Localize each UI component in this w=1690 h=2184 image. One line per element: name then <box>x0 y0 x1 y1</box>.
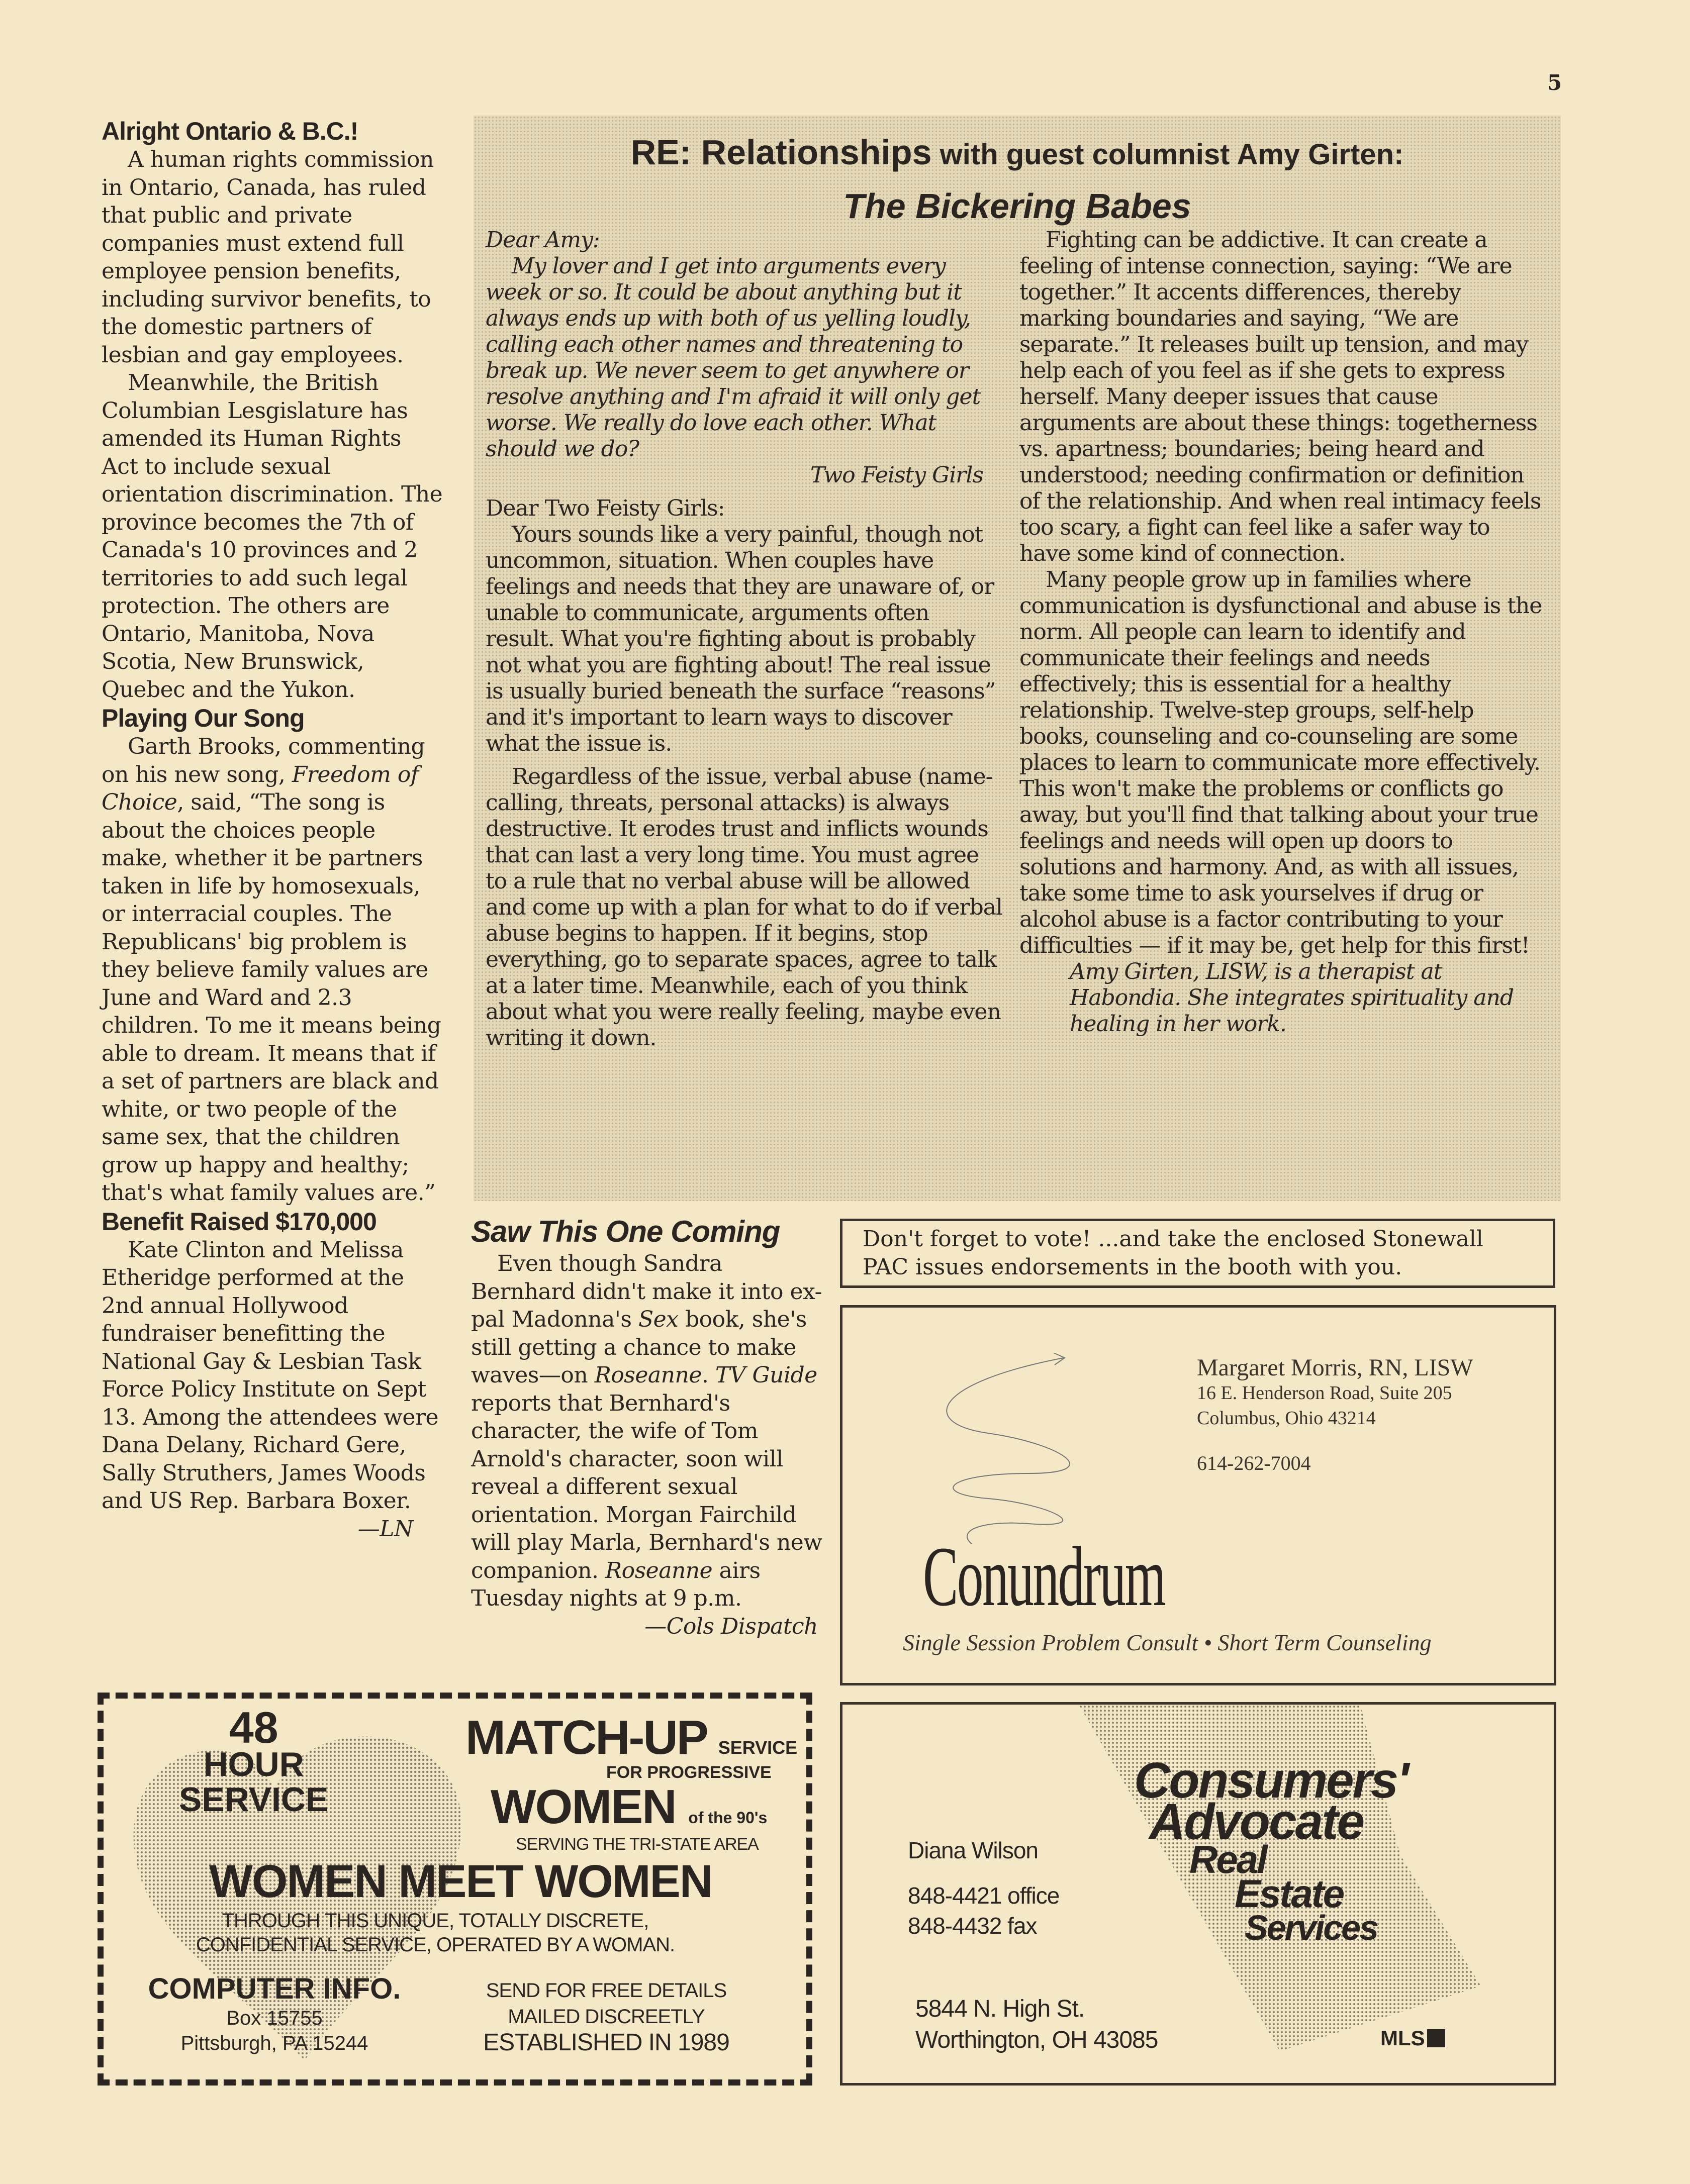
brand-text: MATCH-UP <box>465 1711 707 1764</box>
therapist-name: Margaret Morris, RN, LISW <box>1197 1354 1473 1381</box>
for-progressive: FOR PROGRESSIVE <box>606 1763 772 1782</box>
article-paragraph: Kate Clinton and Melissa Etheridge performed at the 2nd annual Hollywood fundraiser benefitting the National Gay & Lesbian Task Force Policy Institute on Sept 13. Among the attendees were Dana Delany, Richard Gere, Sally Struthers, James Woods and US Rep. Barbara Boxer. <box>102 1237 439 1514</box>
conundrum-logo: Conundrum <box>923 1529 1165 1624</box>
reply-salutation: Dear Two Feisty Girls: <box>486 495 725 521</box>
subheadline <box>184 1909 687 1957</box>
advice-column-right <box>1019 227 1542 1037</box>
office-phone: 848-4421 office <box>908 1882 1060 1909</box>
tri-state: SERVING THE TRI-STATE AREA <box>516 1835 759 1854</box>
agency-address <box>915 1994 1158 2056</box>
article-paragraph <box>102 733 443 1207</box>
vote-notice-box <box>840 1219 1555 1288</box>
title-sub: with guest columnist Amy Girten: <box>931 138 1404 171</box>
column-title <box>474 127 1561 232</box>
text-segment: , said, “The song is about the choices people make, whether it be partners taken in life by homosexuals, or interracial couples. The Republicans' big problem is they believe family values are June and Ward and 2.3 children. To me it means being able to dream. It means that if a set of partners are black and white, or two people of the same sex, that the children grow up happy and healthy; that's what family values are.” <box>102 789 441 1206</box>
headline-ontario-bc: Alright Ontario & B.C.! <box>102 117 358 145</box>
magazine-title: TV Guide <box>715 1362 817 1388</box>
article-paragraph: A human rights commission in Ontario, Canada, has ruled that public and private companies must extend full employee pension benefits, including survivor benefits, to the domestic partners of lesbian and gay employees. <box>102 147 434 368</box>
matchup-service-ad <box>98 1693 812 2086</box>
text-segment: Even though Sandra Bernhard didn't make it into ex-pal Madonna's <box>471 1251 822 1332</box>
headline-women-meet-women: WOMEN MEET WOMEN <box>209 1856 712 1907</box>
sub-line: THROUGH THIS UNIQUE, TOTALLY DISCRETE, <box>222 1910 649 1932</box>
city: Pittsburgh, PA 15244 <box>180 2032 368 2054</box>
sub-line: CONFIDENTIAL SERVICE, OPERATED BY A WOMAN. <box>196 1934 675 1956</box>
contact-block <box>1197 1355 1473 1476</box>
po-box: Box 15755 <box>226 2007 323 2029</box>
page-number: 5 <box>1547 70 1562 95</box>
letter-body: My lover and I get into arguments every week or so. It could be about anything but it always ends up with both of us yelling loudly, calling each other names and threatening to break up. We never seem to get anywhere or resolve anything and I'm afraid it will only get worse. We really do love each other. What should we do? <box>486 253 981 462</box>
title-main: RE: Relationships <box>630 133 932 172</box>
consumers-logo <box>1134 1752 1407 1947</box>
brand-service: SERVICE <box>718 1737 798 1758</box>
mls-text: MLS <box>1380 2026 1425 2050</box>
reply-paragraph: Many people grow up in families where communication is dysfunctional and abuse is the norm. All people can learn to identify and communicate their feelings and needs effectively; this is essential for a healthy relationship. Twelve-step groups, self-help books, counseling and co-counseling are some places to learn to communicate more effectively. This won't make the problems or conflicts go away, but you'll find that talking about your true feelings and needs will open up doors to solutions and harmony. And, as with all issues, take some time to ask yourselves if drug or alcohol abuse is a factor contributing to your difficulties — if it may be, get help for this first! <box>1019 567 1542 958</box>
hours-label: HOUR <box>203 1745 304 1783</box>
logo-text: Estate <box>1235 1871 1344 1916</box>
byline: —Cols Dispatch <box>644 1613 818 1639</box>
established: ESTABLISHED IN 1989 <box>483 2029 729 2056</box>
text-segment: book, she's still getting a chance to make waves—on <box>471 1307 807 1388</box>
spiral-arrow-icon <box>928 1353 1139 1544</box>
letter-signature: Two Feisty Girls <box>810 462 983 488</box>
show-title: Roseanne <box>605 1557 713 1583</box>
headline-saw-this-one-coming: Saw This One Coming <box>471 1215 780 1248</box>
logo-text: Consumers' <box>1134 1752 1407 1809</box>
address-line: Columbus, Ohio 43214 <box>1197 1408 1376 1429</box>
book-title: Sex <box>638 1307 679 1332</box>
reply-paragraph: Yours sounds like a very painful, though not uncommon, situation. When couples have feelings and needs that they are unaware of, or unable to communicate, arguments often result. What you're fighting about is probably not what you are fighting about! The real issue is usually buried beneath the surface “reasons” and it's important to learn ways to discover what the issue is. <box>486 522 996 756</box>
hours-number: 48 <box>229 1703 278 1752</box>
mls-logo <box>1380 2026 1445 2050</box>
fax-number: 848-4432 fax <box>908 1913 1037 1939</box>
text-segment: Garth Brooks, commenting on his new song, <box>102 734 425 787</box>
logo-text: Services <box>1245 1908 1378 1947</box>
women-text <box>491 1780 768 1842</box>
article-paragraph <box>471 1250 823 1613</box>
company-name: COMPUTER INFO. <box>148 1972 401 2005</box>
48-hour-service <box>179 1703 329 1819</box>
headline-benefit-raised: Benefit Raised $170,000 <box>102 1207 377 1236</box>
phone-number: 614-262-7004 <box>1197 1452 1311 1474</box>
byline: —LN <box>357 1516 413 1542</box>
address-line: 16 E. Henderson Road, Suite 205 <box>1197 1382 1452 1404</box>
advice-column-middle <box>486 227 1003 1051</box>
agent-name: Diana Wilson <box>908 1837 1038 1863</box>
vote-notice-text: Don't forget to vote! ...and take the enclosed Stonewall PAC issues endorsements in the booth with you. <box>863 1226 1483 1280</box>
text-segment: reports that Bernhard's character, the wife of Tom Arnold's character, soon will reveal a different sexual orientation. Morgan Fairchild will play Marla, Bernhard's new companion. <box>471 1390 822 1583</box>
realtor-icon <box>1427 2029 1445 2047</box>
advice-column-box <box>474 116 1561 1201</box>
letter-salutation: Dear Amy: <box>486 227 600 253</box>
address-line: 5844 N. High St. <box>915 1996 1085 2022</box>
tagline: Single Session Problem Consult • Short Term Counseling <box>903 1630 1432 1655</box>
song-title: Freedom of Choice <box>102 761 419 815</box>
conundrum-ad <box>840 1305 1556 1685</box>
send-line: MAILED DISCREETLY <box>508 2006 705 2028</box>
show-title: Roseanne <box>594 1362 702 1388</box>
author-bio: Amy Girten, LISW, is a therapist at Habondia. She integrates spirituality and healing in her work. <box>1070 959 1514 1037</box>
title-line2: The Bickering Babes <box>843 186 1191 226</box>
logo-text: Real <box>1189 1837 1266 1881</box>
saw-this-one-coming-article <box>471 1214 823 1640</box>
service-label: SERVICE <box>179 1780 329 1819</box>
left-news-column <box>102 117 443 1543</box>
text-segment: airs Tuesday nights at 9 p.m. <box>471 1557 761 1611</box>
of-the-90s: of the 90's <box>688 1809 768 1827</box>
reply-paragraph: Regardless of the issue, verbal abuse (name-calling, threats, personal attacks) is always destructive. It erodes trust and inflicts wounds that can last a very long time. You must agree to a rule that no verbal abuse will be allowed and come up with a plan for what to do if verbal abuse begins to happen. If it begins, stop everything, go to separate spaces, agree to talk at a later time. Meanwhile, each of you think about what you were really feeling, maybe even writing it down. <box>486 764 1003 1051</box>
logo-text: Advocate <box>1149 1794 1364 1850</box>
send-line: SEND FOR FREE DETAILS <box>486 1979 727 2002</box>
reply-paragraph: Fighting can be addictive. It can create a feeling of intense connection, saying: “We are together.” It accents differences, thereby marking boundaries and saying, “We are separate.” It releases built up tension, and may help each of you feel as if she gets to express herself. Many deeper issues that cause arguments are about these things: togetherness vs. apartness; boundaries; being heard and understood; needing confirmation or definition of the relationship. And when real intimacy feels too scary, a fight can feel like a safer way to have some kind of connection. <box>1019 227 1541 566</box>
send-details <box>465 1977 747 2056</box>
text-segment: . <box>701 1362 715 1388</box>
agent-contact <box>908 1835 1059 1941</box>
address-line: Worthington, OH 43085 <box>915 2027 1158 2053</box>
women-word: WOMEN <box>491 1780 676 1834</box>
headline-playing-our-song: Playing Our Song <box>102 704 305 732</box>
consumers-advocate-ad <box>840 1702 1556 2086</box>
article-paragraph: Meanwhile, the British Columbian Lesgislature has amended its Human Rights Act to include sexual orientation discrimination. The province becomes the 7th of Canada's 10 provinces and 2 territories to add such legal protection. The others are Ontario, Manitoba, Nova Scotia, New Brunswick, Quebec and the Yukon. <box>102 370 443 703</box>
company-address <box>144 1972 405 2056</box>
